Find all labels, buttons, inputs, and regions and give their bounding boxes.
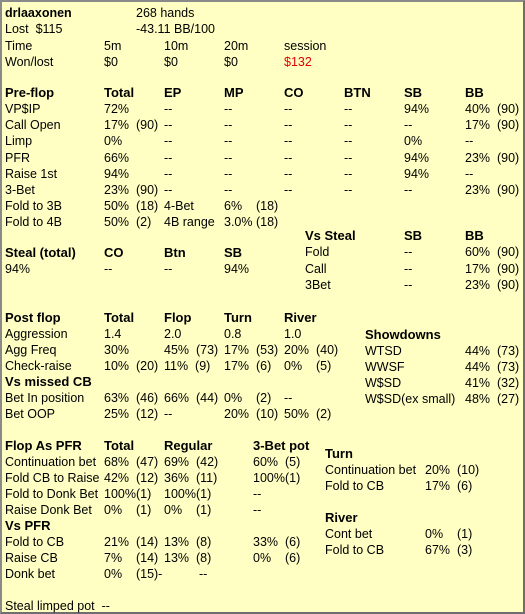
- vs-steal-cell-r1-c0: Call: [305, 261, 327, 276]
- postflop-cell-r2-c4: 0% (5): [284, 359, 332, 373]
- preflop-cell-r5-c6: --: [404, 183, 413, 197]
- preflop-cell-r4-c3: --: [224, 166, 233, 181]
- preflop-cell-r1-c6: --: [404, 118, 413, 133]
- preflop-cell-r4-c2: --: [164, 166, 173, 181]
- preflop-cell-r5-c7: 23% (90): [465, 183, 520, 197]
- preflop-cell-r5-c4: --: [284, 183, 293, 197]
- vs-steal-cell-r2-c2: 23% (90): [465, 278, 520, 292]
- flop-pfr-cell-r3-c2: 0% (1): [164, 503, 212, 517]
- vs-pfr-cell-r1-c2: 13% (8): [164, 551, 212, 565]
- postflop-col-river: River: [284, 310, 317, 325]
- vs-pfr-cell-r1-c1: 7% (14): [104, 551, 159, 565]
- vs-pfr-cell-r0-c1: 21% (14): [104, 535, 159, 549]
- preflop-cell-r2-c7: --: [465, 134, 474, 149]
- flop-pfr-cell-r1-c0: Fold CB to Raise: [5, 471, 100, 485]
- postflop-cell-r2-c1: 10% (20): [104, 359, 159, 373]
- four-bet-value: 6% (18): [224, 199, 279, 213]
- steal-limped-pot: Steal limped pot --: [5, 599, 110, 613]
- preflop-cell-r3-c0: PFR: [5, 150, 30, 165]
- missed-cb-cell-r0-c1: 63% (46): [104, 391, 159, 405]
- flop-pfr-cell-r2-c1: 100%(1): [104, 487, 152, 501]
- preflop-cell-r1-c1: 17% (90): [104, 118, 159, 133]
- preflop-cell-r1-c0: Call Open: [5, 118, 61, 133]
- fold-to-4b-label: Fold to 4B: [5, 215, 62, 229]
- postflop-col-turn: Turn: [224, 310, 252, 325]
- vs-pfr-cell-r2-c0: Donk bet: [5, 567, 56, 581]
- wonlost-20m: $0: [224, 55, 238, 69]
- preflop-cell-r0-c2: --: [164, 102, 173, 116]
- preflop-cell-r4-c6: 94%: [404, 166, 430, 181]
- preflop-cell-r0-c6: 94%: [404, 102, 430, 116]
- vs-pfr-cell-r2-c1: 0% (15)-: [104, 567, 163, 581]
- missed-cb-cell-r1-c2: --: [164, 407, 173, 421]
- preflop-col-sb: SB: [404, 85, 423, 100]
- vs-steal-cell-r0-c0: Fold: [305, 245, 330, 259]
- river-cell-r0-c0: Cont bet: [325, 527, 373, 541]
- flop-pfr-col-regular: Regular: [164, 438, 213, 453]
- showdown-cell-r1-c1: 44% (73): [465, 360, 520, 374]
- wonlost-label: Won/lost: [5, 55, 54, 69]
- preflop-cell-r2-c2: --: [164, 134, 173, 149]
- preflop-cell-r5-c1: 23% (90): [104, 183, 159, 197]
- steal-col-btn: Btn: [164, 245, 186, 260]
- vs-steal-col-sb: SB: [404, 228, 423, 243]
- vs-steal-cell-r2-c1: --: [404, 278, 413, 292]
- flop-pfr-cell-r1-c2: 36% (11): [164, 471, 218, 485]
- steal-col-co: CO: [104, 245, 124, 260]
- preflop-cell-r4-c1: 94%: [104, 166, 130, 181]
- vs-steal-cell-r2-c0: 3Bet: [305, 278, 331, 292]
- postflop-cell-r1-c4: 20% (40): [284, 343, 339, 357]
- hands-count: 268 hands: [136, 6, 195, 20]
- player-name: drlaaxonen: [5, 6, 72, 20]
- lost-amount: Lost $115: [5, 22, 63, 36]
- steal-co-value: --: [104, 262, 113, 276]
- flop-pfr-cell-r3-c1: 0% (1): [104, 503, 152, 517]
- river-cell-r0-c1: 0% (1): [425, 527, 473, 541]
- showdown-cell-r3-c0: W$SD(ex small): [365, 392, 456, 406]
- preflop-cell-r5-c5: --: [344, 183, 353, 197]
- river-cell-r1-c1: 67% (3): [425, 543, 473, 557]
- preflop-cell-r5-c3: --: [224, 183, 233, 197]
- four-bet-range-value: 3.0% (18): [224, 215, 279, 229]
- preflop-cell-r0-c5: --: [344, 102, 353, 116]
- turn-cell-r0-c0: Continuation bet: [325, 463, 417, 477]
- missed-cb-cell-r0-c0: Bet In position: [5, 391, 85, 405]
- preflop-cell-r4-c5: --: [344, 166, 353, 181]
- flop-pfr-title: Flop As PFR: [5, 438, 82, 453]
- vs-steal-cell-r0-c2: 60% (90): [465, 245, 520, 259]
- showdowns-title: Showdowns: [365, 327, 441, 342]
- four-bet-range-label: 4B range: [164, 215, 215, 229]
- preflop-col-co: CO: [284, 85, 304, 100]
- showdown-cell-r0-c0: WTSD: [365, 344, 402, 358]
- steal-btn-value: --: [164, 262, 173, 276]
- flop-pfr-cell-r0-c0: Continuation bet: [5, 455, 97, 469]
- col-10m: 10m: [164, 39, 189, 53]
- preflop-cell-r5-c2: --: [164, 183, 173, 197]
- preflop-cell-r4-c7: --: [465, 166, 474, 181]
- wonlost-5m: $0: [104, 55, 118, 69]
- fold-to-4b-value: 50% (2): [104, 215, 152, 229]
- missed-cb-cell-r1-c1: 25% (12): [104, 407, 159, 421]
- flop-pfr-cell-r1-c1: 42% (12): [104, 471, 159, 485]
- postflop-cell-r2-c0: Check-raise: [5, 359, 72, 373]
- postflop-cell-r2-c3: 17% (6): [224, 359, 272, 373]
- flop-pfr-cell-r2-c3: --: [253, 487, 262, 501]
- postflop-cell-r0-c3: 0.8: [224, 327, 242, 341]
- flop-pfr-cell-r0-c1: 68% (47): [104, 455, 159, 469]
- preflop-cell-r2-c3: --: [224, 134, 233, 149]
- river-cell-r1-c0: Fold to CB: [325, 543, 385, 557]
- postflop-col-flop: Flop: [164, 310, 192, 325]
- preflop-cell-r1-c4: --: [284, 118, 293, 133]
- turn-cell-r1-c0: Fold to CB: [325, 479, 385, 493]
- vs-pfr-cell-r0-c3: 33% (6): [253, 535, 301, 549]
- col-session: session: [284, 39, 327, 53]
- preflop-cell-r1-c7: 17% (90): [465, 118, 520, 133]
- preflop-col-total: Total: [104, 85, 135, 100]
- flop-pfr-cell-r1-c3: 100%(1): [253, 471, 301, 485]
- preflop-col-btn: BTN: [344, 85, 371, 100]
- vs-steal-title: Vs Steal: [305, 228, 356, 243]
- preflop-cell-r0-c3: --: [224, 102, 233, 116]
- flop-pfr-cell-r0-c3: 60% (5): [253, 455, 301, 469]
- preflop-cell-r2-c1: 0%: [104, 134, 123, 149]
- preflop-cell-r3-c5: --: [344, 150, 353, 165]
- showdown-cell-r3-c1: 48% (27): [465, 392, 520, 406]
- four-bet-label: 4-Bet: [164, 199, 194, 213]
- postflop-cell-r0-c2: 2.0: [164, 327, 182, 341]
- postflop-cell-r1-c1: 30%: [104, 343, 130, 357]
- flop-pfr-cell-r3-c3: --: [253, 503, 262, 517]
- preflop-cell-r1-c3: --: [224, 118, 233, 133]
- preflop-cell-r1-c2: --: [164, 118, 173, 133]
- missed-cb-cell-r0-c3: 0% (2): [224, 391, 272, 405]
- flop-pfr-cell-r2-c0: Fold to Donk Bet: [5, 487, 99, 501]
- postflop-cell-r0-c1: 1.4: [104, 327, 122, 341]
- wonlost-session: $132: [284, 55, 312, 69]
- preflop-cell-r0-c7: 40% (90): [465, 102, 520, 116]
- river-title: River: [325, 510, 358, 525]
- vs-pfr-cell-r2-c2: --: [199, 567, 208, 581]
- preflop-cell-r0-c4: --: [284, 102, 293, 116]
- preflop-cell-r3-c4: --: [284, 150, 293, 165]
- steal-total-value: 94%: [5, 262, 31, 276]
- turn-title: Turn: [325, 446, 353, 461]
- fold-to-3b-label: Fold to 3B: [5, 199, 62, 213]
- col-20m: 20m: [224, 39, 249, 53]
- vs-pfr-cell-r1-c0: Raise CB: [5, 551, 58, 565]
- preflop-col-ep: EP: [164, 85, 182, 100]
- missed-cb-cell-r1-c3: 20% (10): [224, 407, 279, 421]
- postflop-col-total: Total: [104, 310, 135, 325]
- postflop-cell-r1-c2: 45% (73): [164, 343, 219, 357]
- preflop-cell-r0-c0: VP$IP: [5, 102, 41, 116]
- flop-pfr-cell-r0-c2: 69% (42): [164, 455, 219, 469]
- showdown-cell-r0-c1: 44% (73): [465, 344, 520, 358]
- preflop-cell-r4-c4: --: [284, 166, 293, 181]
- flop-pfr-cell-r2-c2: 100%(1): [164, 487, 212, 501]
- postflop-title: Post flop: [5, 310, 61, 325]
- preflop-cell-r2-c6: 0%: [404, 134, 423, 149]
- fold-to-3b-value: 50% (18): [104, 199, 159, 213]
- preflop-cell-r4-c0: Raise 1st: [5, 166, 58, 181]
- vs-pfr-cell-r1-c3: 0% (6): [253, 551, 301, 565]
- preflop-cell-r2-c0: Limp: [5, 134, 33, 149]
- flop-pfr-col-total: Total: [104, 438, 135, 453]
- bb-per-100: -43.11 BB/100: [136, 22, 215, 36]
- turn-cell-r0-c1: 20% (10): [425, 463, 480, 477]
- vs-pfr-cell-r0-c2: 13% (8): [164, 535, 212, 549]
- vs-steal-cell-r0-c1: --: [404, 245, 413, 259]
- preflop-cell-r3-c2: --: [164, 150, 173, 165]
- postflop-cell-r1-c3: 17% (53): [224, 343, 279, 357]
- preflop-cell-r2-c4: --: [284, 134, 293, 149]
- showdown-cell-r2-c1: 41% (32): [465, 376, 520, 390]
- preflop-cell-r3-c7: 23% (90): [465, 150, 520, 165]
- flop-pfr-col-3bet: 3-Bet pot: [253, 438, 310, 453]
- wonlost-10m: $0: [164, 55, 178, 69]
- steal-sb-value: 94%: [224, 262, 250, 276]
- postflop-cell-r0-c0: Aggression: [5, 327, 68, 341]
- vs-pfr-cell-r0-c0: Fold to CB: [5, 535, 65, 549]
- preflop-cell-r0-c1: 72%: [104, 102, 130, 116]
- steal-title: Steal (total): [5, 245, 76, 260]
- vs-pfr-title: Vs PFR: [5, 518, 51, 533]
- preflop-cell-r2-c5: --: [344, 134, 353, 149]
- turn-cell-r1-c1: 17% (6): [425, 479, 473, 493]
- vs-steal-col-bb: BB: [465, 228, 484, 243]
- vs-missed-cb-title: Vs missed CB: [5, 374, 92, 389]
- time-label: Time: [5, 39, 33, 53]
- showdown-cell-r1-c0: WWSF: [365, 360, 405, 374]
- showdown-cell-r2-c0: W$SD: [365, 376, 402, 390]
- preflop-col-mp: MP: [224, 85, 244, 100]
- postflop-cell-r2-c2: 11% (9): [164, 359, 211, 373]
- vs-steal-cell-r1-c1: --: [404, 261, 413, 276]
- preflop-cell-r3-c6: 94%: [404, 150, 430, 165]
- missed-cb-cell-r1-c0: Bet OOP: [5, 407, 56, 421]
- preflop-cell-r5-c0: 3-Bet: [5, 183, 35, 197]
- flop-pfr-cell-r3-c0: Raise Donk Bet: [5, 503, 92, 517]
- col-5m: 5m: [104, 39, 122, 53]
- postflop-cell-r1-c0: Agg Freq: [5, 343, 57, 357]
- missed-cb-cell-r0-c2: 66% (44): [164, 391, 219, 405]
- postflop-cell-r0-c4: 1.0: [284, 327, 302, 341]
- missed-cb-cell-r1-c4: 50% (2): [284, 407, 332, 421]
- missed-cb-cell-r0-c4: --: [284, 391, 293, 405]
- preflop-cell-r3-c3: --: [224, 150, 233, 165]
- preflop-col-bb: BB: [465, 85, 484, 100]
- preflop-cell-r1-c5: --: [344, 118, 353, 133]
- preflop-title: Pre-flop: [5, 85, 55, 100]
- vs-steal-cell-r1-c2: 17% (90): [465, 261, 520, 276]
- steal-col-sb: SB: [224, 245, 243, 260]
- preflop-cell-r3-c1: 66%: [104, 150, 130, 165]
